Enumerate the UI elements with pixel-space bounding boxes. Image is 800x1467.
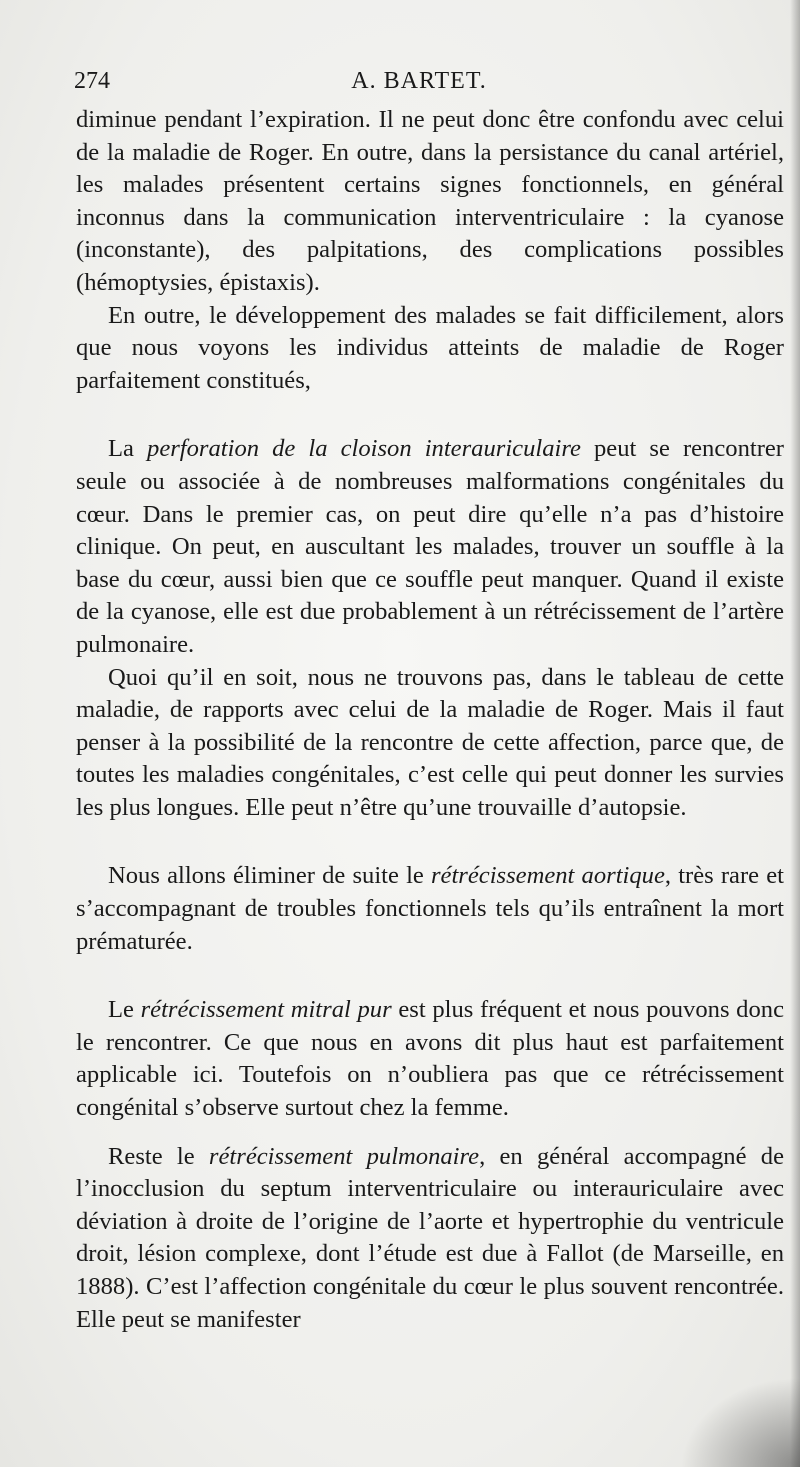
text-run: En outre, le développement des malades se fait difficilement, alors que nous voyons les individus atteints de maladie de Roger parfaitement constitués, — [76, 301, 784, 394]
text-run: , en général accompagné de l’inocclusion du septum interventriculaire ou interauriculaire avec déviation à droite de l’origine de l’aorte et hypertrophie du ventricule droit, lésion complexe, dont l’étude est due à Fallot (de Marseille, en 1888). C’est l’affection congénitale du cœur le plus souvent rencontrée. Elle peut se manifester — [76, 1142, 784, 1333]
paragraph — [76, 104, 784, 300]
paragraph — [76, 1141, 784, 1337]
text-run: peut se rencontrer seule ou associée à de nombreuses malformations congénitales du cœur. Dans le premier cas, on peut dire qu’elle n’a pas d’histoire clinique. On peut, en auscultant les malades, trouver un souffle à la base du cœur, aussi bien que ce souffle peut manquer. Quand il existe de la cyanose, elle est due probablement à un rétrécissement de l’artère pulmonaire. — [76, 435, 784, 658]
text-run: Reste le — [108, 1142, 209, 1170]
page-number: 274 — [74, 68, 110, 94]
text-run: , très rare et s’accompagnant de troubles fonctionnels tels qu’ils entraînent la mort prématurée. — [76, 862, 784, 955]
page-header — [74, 68, 764, 98]
italic-term: perforation de la cloison interauriculaire — [147, 435, 581, 463]
paragraph — [76, 662, 784, 825]
paragraph — [76, 300, 784, 398]
text-run: diminue pendant l’expiration. Il ne peut donc être confondu avec celui de la maladie de Roger. En outre, dans la persistance du canal artériel, les malades présentent certains signes fonctionnels, en général inconnus dans la communication interventriculaire : la cyanose (inconstante), des palpitations, des complications possibles (hémoptysies, épistaxis). — [76, 106, 784, 296]
text-run: est plus fréquent et nous pouvons donc le rencontrer. Ce que nous en avons dit plus haut est parfaitement applicable ici. Toutefois on n’oubliera pas que ce rétrécissement congénital s’observe surtout chez la femme. — [76, 996, 784, 1122]
page-corner-shadow — [680, 1377, 800, 1467]
body-text — [76, 104, 784, 1336]
text-run: Quoi qu’il en soit, nous ne trouvons pas, dans le tableau de cette maladie, de rapports avec celui de la maladie de Roger. Mais il faut penser à la possibilité de la rencontre de cette affection, parce que, de toutes les maladies congénitales, c’est celle qui peut donner les survies les plus longues. Elle peut n’être qu’une trouvaille d’autopsie. — [76, 663, 784, 821]
running-head: A. BARTET. — [351, 68, 487, 94]
paragraph — [76, 994, 784, 1124]
page-edge-shadow — [790, 0, 800, 1467]
text-run: Le — [108, 996, 141, 1024]
italic-term: rétrécissement aortique — [430, 862, 665, 890]
italic-term: rétrécissement pulmonaire — [208, 1142, 480, 1170]
text-run: La — [108, 435, 148, 463]
paragraph — [76, 433, 784, 661]
text-run: Nous allons éliminer de suite le — [108, 862, 431, 890]
italic-term: rétrécissement mitral pur — [140, 996, 392, 1024]
paragraph — [76, 860, 784, 958]
